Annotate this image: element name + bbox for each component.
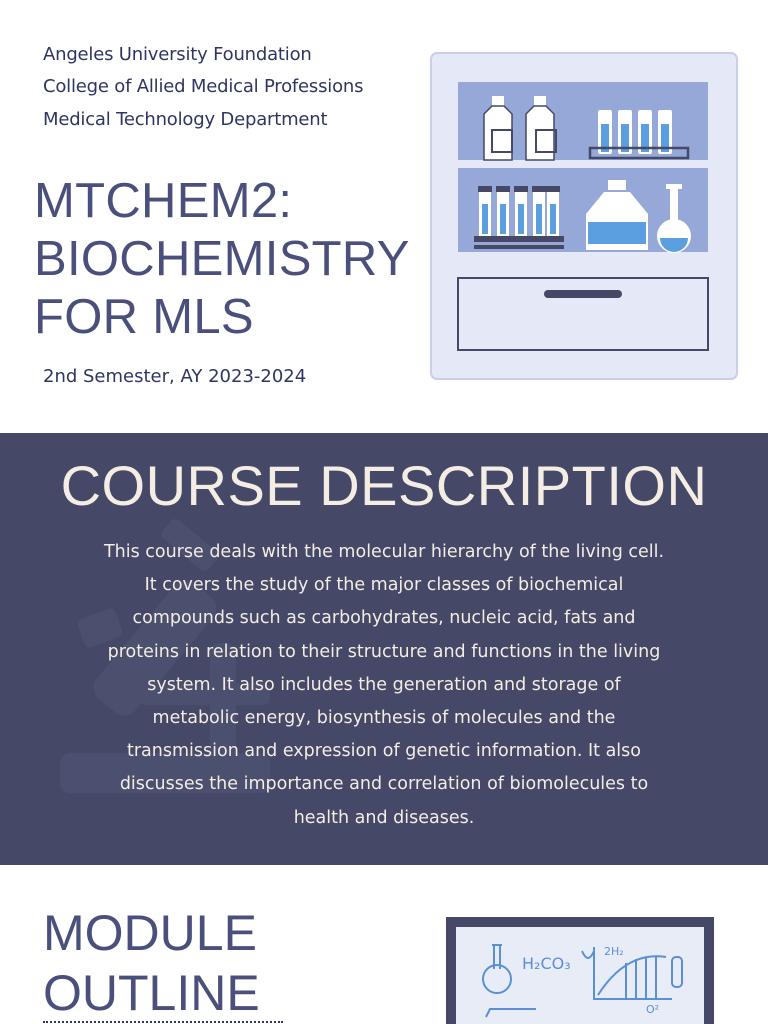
course-title-line: FOR MLS — [34, 290, 254, 344]
header-section — [0, 0, 768, 433]
description-line: transmission and expression of genetic information. It also — [127, 741, 641, 762]
college-name: College of Allied Medical Professions — [43, 76, 364, 97]
description-line: metabolic energy, biosynthesis of molecules and the — [152, 708, 616, 729]
description-line: health and diseases. — [293, 807, 475, 828]
formula-label: H₂CO₃ — [522, 954, 571, 973]
description-line: proteins in relation to their structure and functions in the living — [107, 641, 661, 662]
vial-rack-icon — [474, 186, 564, 249]
module-heading-line: OUTLINE — [43, 965, 260, 1021]
chemistry-whiteboard-illustration — [446, 917, 714, 1024]
semester-label: 2nd Semester, AY 2023-2024 — [43, 366, 307, 387]
description-line: compounds such as carbohydrates, nucleic acid, fats and — [132, 608, 636, 629]
cut-off-text-line — [43, 1016, 303, 1024]
module-heading-line: MODULE — [43, 905, 257, 961]
course-description-section — [0, 433, 768, 865]
department-name: Medical Technology Department — [43, 109, 328, 130]
graph-label: 2H₂ — [604, 945, 624, 958]
oxygen-label: O² — [646, 1003, 660, 1016]
description-line: It covers the study of the major classes of biochemical — [144, 575, 624, 596]
institution-name: Angeles University Foundation — [43, 44, 312, 65]
description-line: This course deals with the molecular hierarchy of the living cell. — [103, 542, 665, 562]
drawer-handle-icon — [544, 290, 622, 298]
lab-cabinet-illustration — [430, 52, 738, 380]
course-description-text — [20, 536, 748, 835]
description-line: discusses the importance and correlation of biomolecules to — [119, 774, 649, 795]
description-line: system. It also includes the generation and storage of — [147, 674, 621, 695]
course-title-line: MTCHEM2: — [34, 174, 293, 228]
module-outline-heading — [43, 903, 343, 1023]
course-title — [34, 172, 424, 346]
section-heading: COURSE DESCRIPTION — [60, 454, 708, 517]
course-title-line: BIOCHEMISTRY — [34, 232, 410, 286]
